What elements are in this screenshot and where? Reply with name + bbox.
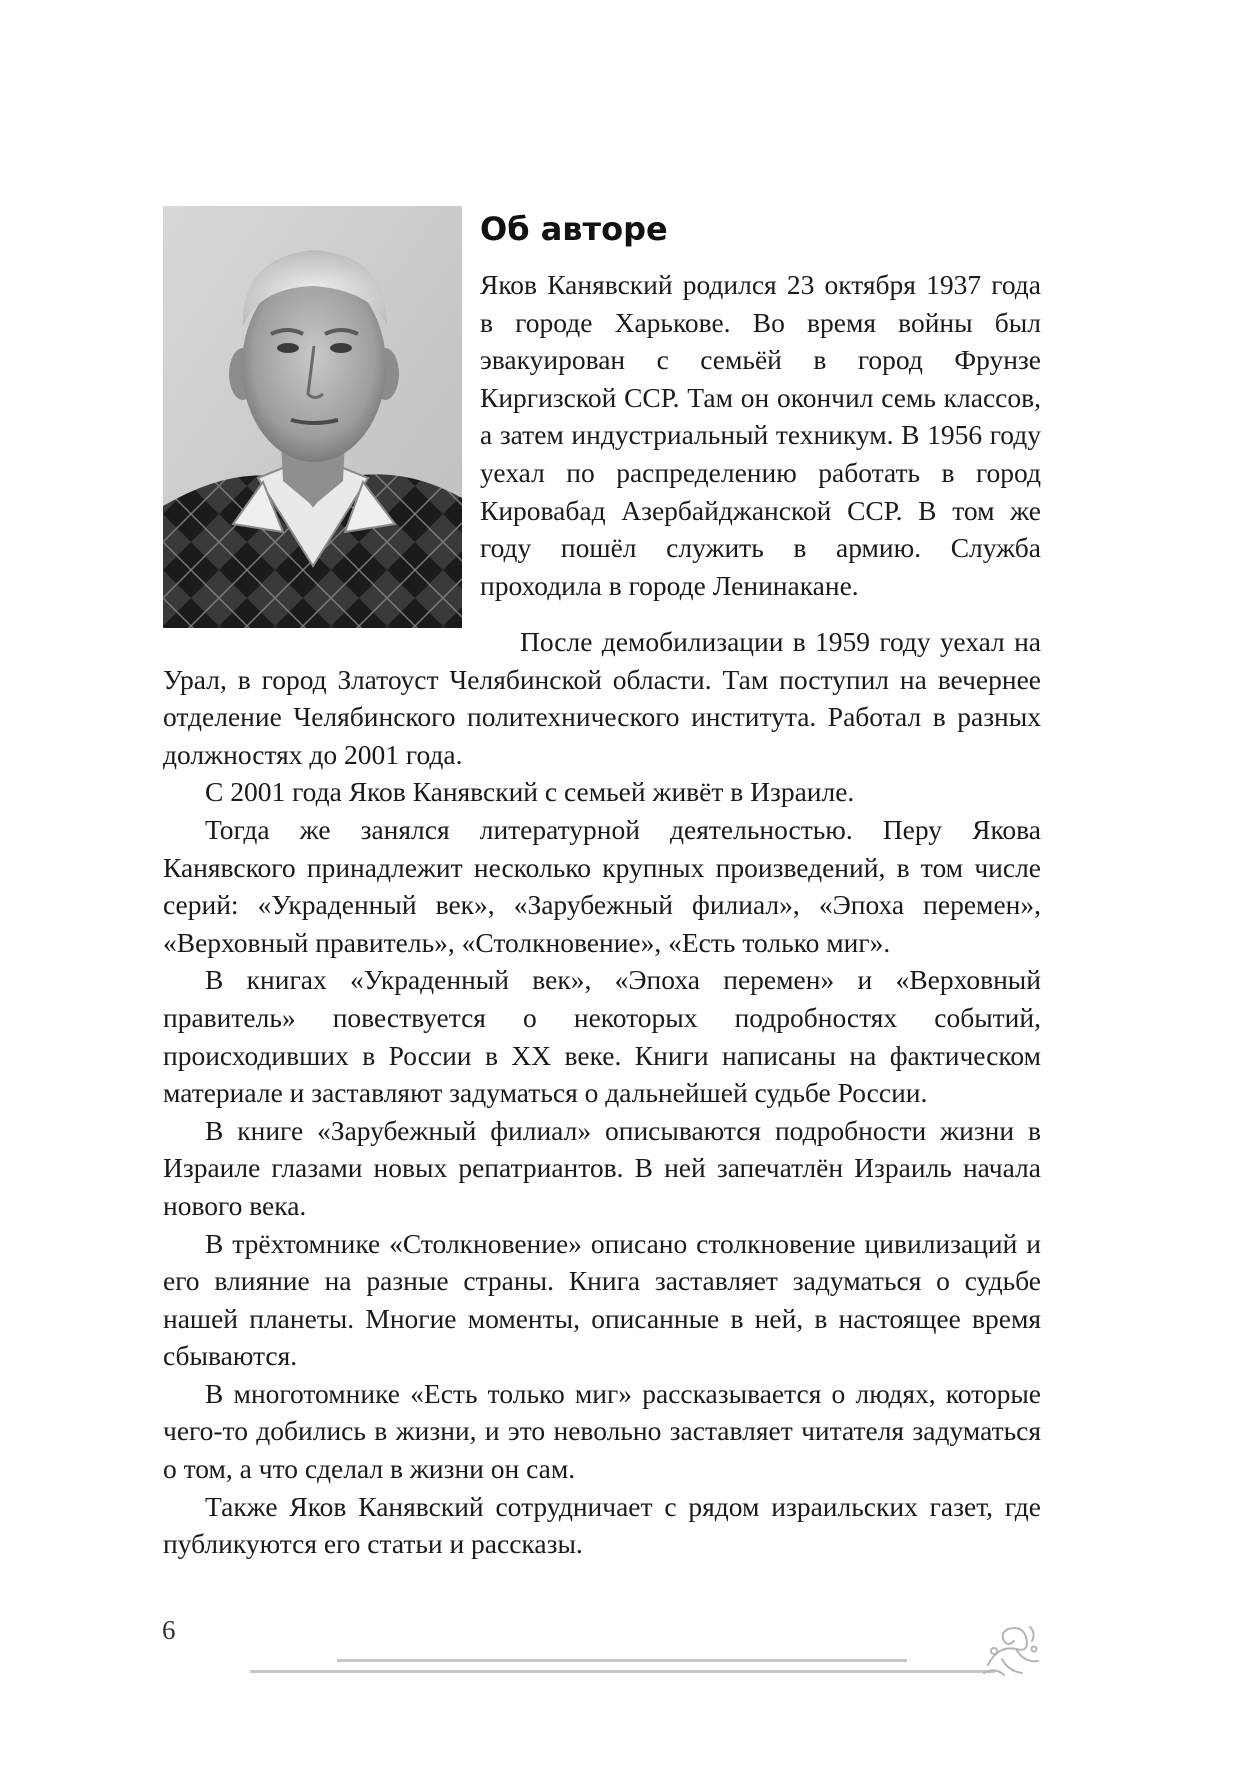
- floral-ornament-icon: [978, 1615, 1044, 1681]
- paragraph-collision: В трёхтомнике «Столкновение» описано столкновение цивилизаций и его влияние на разные страны. Книга заставляет задуматься о судьбе нашей планеты. Многие моменты, описанные в ней, в настоящее время сбываются.: [163, 1227, 1041, 1372]
- paragraph-newspapers: Также Яков Канявский сотрудничает с рядом израильских газет, где публикуются его статьи и рассказы.: [163, 1490, 1041, 1560]
- paragraph-demobilization: После демобилизации в 1959 году уехал на Урал, в город Златоуст Челябинской области. Там поступил на вечернее отделение Челябинского политехнического института. Работал в разных должностях до 2001 года.: [163, 626, 1041, 770]
- paragraph-history-books: В книгах «Украденный век», «Эпоха перемен» и «Верховный правитель» повествуется о некоторых подробностях событий, происходивших в России в XX веке. Книги написаны на фактическом материале и заставляют задуматься о дальнейшей судьбе России.: [163, 964, 1041, 1109]
- page-title: Об авторе: [480, 210, 668, 248]
- paragraph-foreign-branch: В книге «Зарубежный филиал» описываются подробности жизни в Израиле глазами новых репатриантов. В ней запечатлён Израиль начала нового века.: [163, 1114, 1041, 1221]
- photo-wrap-spacer: [163, 266, 480, 623]
- page-number: 6: [162, 1615, 176, 1645]
- footer-rule-top: [337, 1659, 907, 1662]
- paragraph-israel: С 2001 года Яков Канявский с семьей живёт в Израиле.: [205, 776, 855, 808]
- footer-rule-bottom: [250, 1670, 995, 1673]
- paragraph-biography-intro: Яков Канявский родился 23 октября 1937 года в городе Харькове. Во время войны был эвакуирован с семьёй в город Фрунзе Киргизской ССР. Там он окончил семь классов, а затем индустриальный техникум. В 1956 году уехал по распределению работать в город Кировабад Азербайджанской ССР. В том же году пошёл служить в армию. Служба проходила в городе Ленинакане.: [480, 269, 1041, 601]
- article-body: [163, 266, 1041, 1563]
- paragraph-literary-works: Тогда же занялся литературной деятельностью. Перу Якова Канявского принадлежит несколько крупных произведений, в том числе серий: «Украденный век», «Зарубежный филиал», «Эпоха перемен», «Верховный правитель», «Столкновение», «Есть только миг».: [163, 813, 1041, 958]
- paragraph-only-moment: В многотомнике «Есть только миг» рассказывается о людях, которые чего-то добились в жизни, и это невольно заставляет читателя задуматься о том, а что сделал в жизни он сам.: [163, 1377, 1041, 1485]
